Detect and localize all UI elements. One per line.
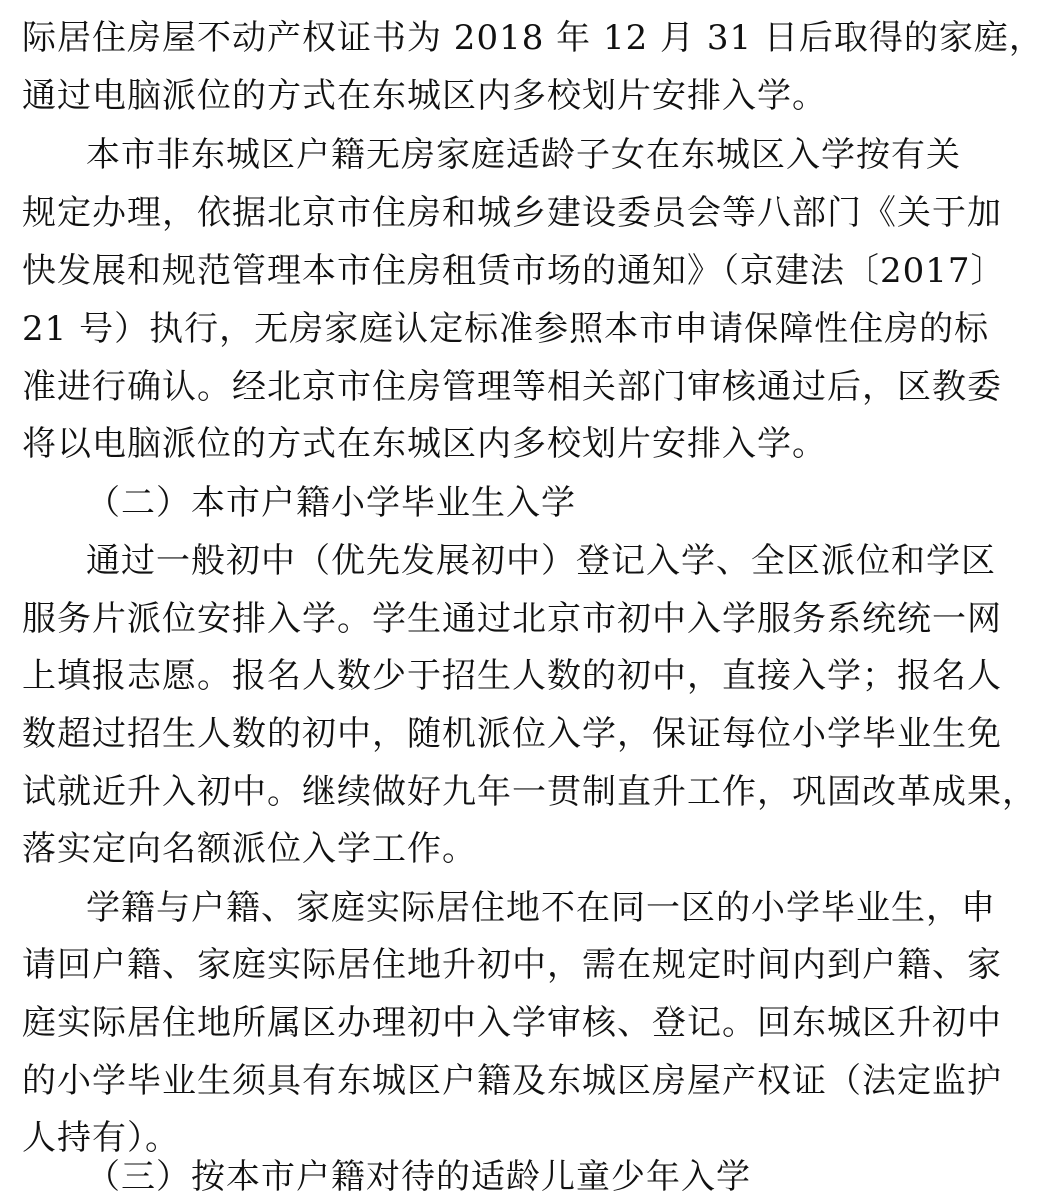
text-line: 庭实际居住地所属区办理初中入学审核、登记。回东城区升初中 [22, 1003, 1002, 1043]
text-line: 规定办理，依据北京市住房和城乡建设委员会等八部门《关于加 [22, 193, 1002, 233]
text-line: 21 号）执行，无房家庭认定标准参照本市申请保障性住房的标 [22, 309, 990, 349]
text-line: 人持有）。 [22, 1118, 180, 1158]
paragraph-first-line: 本市非东城区户籍无房家庭适龄子女在东城区入学按有关 [86, 135, 961, 175]
text-line: 快发展和规范管理本市住房租赁市场的通知》（京建法〔2017〕 [22, 251, 1006, 291]
text-line: 际居住房屋不动产权证书为 2018 年 12 月 31 日后取得的家庭， [22, 18, 1044, 58]
paragraph-first-line: 学籍与户籍、家庭实际居住地不在同一区的小学毕业生，申 [86, 888, 996, 928]
text-line: 试就近升入初中。继续做好九年一贯制直升工作，巩固改革成果， [22, 772, 1037, 812]
text-line: 请回户籍、家庭实际居住地升初中，需在规定时间内到户籍、家 [22, 945, 1002, 985]
text-line: 数超过招生人数的初中，随机派位入学，保证每位小学毕业生免 [22, 714, 1002, 754]
text-line: 的小学毕业生须具有东城区户籍及东城区房屋产权证（法定监护 [22, 1061, 1002, 1101]
text-line: 上填报志愿。报名人数少于招生人数的初中，直接入学；报名人 [22, 656, 1002, 696]
paragraph-first-line: 通过一般初中（优先发展初中）登记入学、全区派位和学区 [86, 541, 996, 581]
text-line: 服务片派位安排入学。学生通过北京市初中入学服务系统统一网 [22, 599, 1002, 639]
text-line: 准进行确认。经北京市住房管理等相关部门审核通过后，区教委 [22, 367, 1002, 407]
section-heading: （二）本市户籍小学毕业生入学 [86, 483, 576, 523]
text-line: 通过电脑派位的方式在东城区内多校划片安排入学。 [22, 76, 827, 116]
text-line: 落实定向名额派位入学工作。 [22, 829, 477, 869]
text-line: 将以电脑派位的方式在东城区内多校划片安排入学。 [22, 424, 827, 464]
section-heading: （三）按本市户籍对待的适龄儿童少年入学 [86, 1157, 751, 1197]
